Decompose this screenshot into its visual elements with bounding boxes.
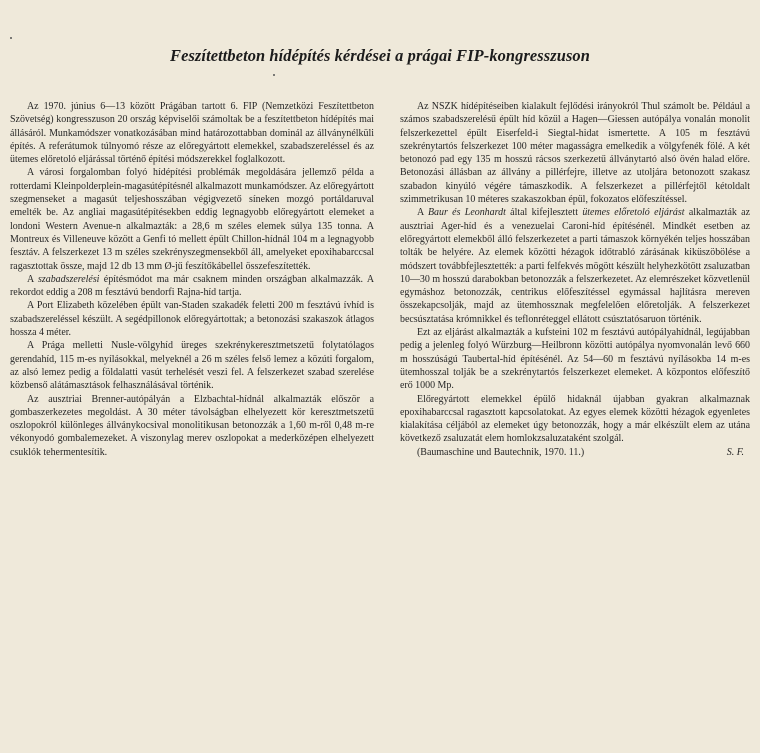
text-run: alkalmazták az ausztriai Ager-híd és a venezuelai Caroni-híd építésénél. Mindkét esetben az előregyártott elemekből álló felszerkezetet a parti támaszok környékén teljes hosszában tolták be helyére. Az elemek közötti hézagok időtrabló zárásának kiküszöbölése a módszert továbbfejlesztették: a parti felfekvés mögött készült helyhezkötött zsaluzatban 10—30 m hosszú darabokban betonozzák a felszerkezetet. Az elemrészeket közvetlenül egymáshoz betonozzák, centrikus előfeszítéssel egymással hajlításra mereven összekapcsolják, majd az ütemhossznak megfelelően előretolják. A felszerkezet becsúsztatása krómnikkel és teflonréteggel ellátott csúsztatósaruon történik. [400, 207, 750, 325]
paragraph-free-cantilever-text: A szabadszerelési építésmódot ma már csaknem minden országban alkalmazzák. A rekordot eddig a 208 m fesztávú bendorfi Rajna-híd tartja. [10, 273, 374, 299]
right-column [400, 100, 750, 459]
text-run: A [417, 207, 428, 219]
scan-speck [10, 37, 12, 39]
paragraph-nszk: Az NSZK hídépítéseiben kialakult fejlődési irányokról Thul számolt be. Például a számos szabadszerelésű épült híd közül a Hagen—Giessen autópálya vonalán monolit felszerkezettel épült Eiserfeld-i Siegtal-hidat ismertette. A 105 m fesztávú szekrénytartós felszerkezet 100 méter magasságra emelkedik a völgyfenék fölé. A két betonozó pad egy 135 m hosszú rácsos szerkezetű állványtartó alsó övén halad előre. Betonozási állásban az állvány a pillérfejre, illetve az utoljára betonozott szakasz szabadon kinyúló végére támaszkodik. A felszerkezet a pillérfejtől kétoldalt szimmetrikusan 10 méteres szakaszokban épül, fokozatos előfeszítéssel. [400, 101, 750, 206]
paragraph-nusle: A Prága melletti Nusle-völgyhíd üreges szekrénykeresztmetszetű folytatólagos gerendahíd, 115 m-es nyílásokkal, melyeknél a 26 m széles felső lemez a közúti forgalom, az alsó lemez pedig a földalatti vasút terhelését veszi fel. A felszerkezet szabad szerelése közbenső alátámasztások felhasználásával történik. [10, 340, 374, 392]
paragraph-kufstein: Ezt az eljárást alkalmazták a kufsteini 102 m fesztávú autópályahídnál, legújabban pedig a jelenleg folyó Würzburg—Heilbronn közötti autópálya nyomvonalán levő 660 m hosszúságú Taubertal-híd építésénél. Az 54—60 m fesztávú nyílásokba 14 m-es ütemhosszal tolják be a szekrénytartós felszerkezet elemeket. A központos előfeszítő erő 1000 Mp. [400, 327, 750, 392]
citation: (Baumaschine und Bautechnik, 1970. 11.) [417, 446, 585, 458]
paragraph-brenner: Az ausztriai Brenner-autópályán a Elzbachtal-hídnál alkalmazták először a gombaszerkezetes megoldást. A 30 méter távolságban elhelyezett kör keresztmetszetű oszlopokról különleges állványkocsival monolitikusan betonozzák a 1,60 m-ről 0,48 m-re vékonyodó gombalemezeket. A viszonylag merev oszlopokat a mederközépen elhelyezett csuklók tehermentesítik. [10, 393, 374, 458]
method-italic: ütemes előretoló eljárást [582, 207, 685, 219]
paragraph-free-cantilever [10, 273, 374, 300]
paragraph-intro: Az 1970. június 6—13 között Prágában tartott 6. FIP (Nemzetközi Feszítettbeton Szövetség) kongresszuson 20 ország képviselői számoltak be a feszítettbeton hídépítés mai állásáról. Munkamódszer vonatkozásában mind határozottabban dominál az állványnélküli építés. A referátumok túlnyomó része az előregyártott elemekkel, szabadszereléssel és az ütemes előretoló eljárással történő építési módszerekkel foglalkozott. [10, 101, 374, 166]
paragraph-incremental-launching [400, 206, 750, 326]
left-column [10, 100, 374, 459]
paragraph-epoxy: Előregyártott elemekkel épülő hidaknál újabban gyakran alkalmaznak epoxihabarccsal ragasztott kapcsolatokat. Az egyes elemek közötti hézagok egyenletes kialakítása céljából az elemeket úgy betonozzák, hogy a már elkészült elem az utána következő zsaluzatát elem homlokzsaluzataként szolgál. [400, 393, 750, 445]
paragraph-rotterdam: A városi forgalomban folyó hídépítési problémák megoldására jellemző példa a rotterdami Kleinpolderplein-magasútépítésnél alkalmazott munkamódszer. Az előregyártott szegmenseket a magasút teljeshosszában végigvezető síneken mozgó portáldaruval emelték be. Az angliai magasútépítésekben eddig legnagyobb előregyártott elemeket a londoni Western Avenue-n alkalmazták: a 28,6 m széles elemek súlya 135 tonna. A Montreux és Villeneuve között a Genfi tó mellett épült Chillon-hídnál 104 m a legnagyobb fesztáv. A felszerkezet 13 m széles szekrényszegmensekből áll, amelyeket epoxihabarccsal ragasztottak össze, majd 12 db 13 mm Ø-jű feszítőkábellel összefeszítették. [10, 167, 374, 272]
text-run: által kifejlesztett [505, 207, 583, 219]
authors-italic: Baur és Leonhardt [427, 207, 506, 219]
scan-speck [273, 74, 275, 76]
article-title: Feszítettbeton hídépítés kérdései a prágai FIP-kongresszuson [170, 46, 590, 65]
author-signature: S. F. [726, 446, 744, 458]
italic-term: szabadszerelési [37, 273, 100, 285]
paragraph-port-elizabeth: A Port Elizabeth közelében épült van-Staden szakadék feletti 200 m fesztávú ívhíd is szabadszereléssel készült. A segédpillonok előregyártottak; a betonozási szakaszok átlagos hossza 4 méter. [10, 300, 374, 339]
